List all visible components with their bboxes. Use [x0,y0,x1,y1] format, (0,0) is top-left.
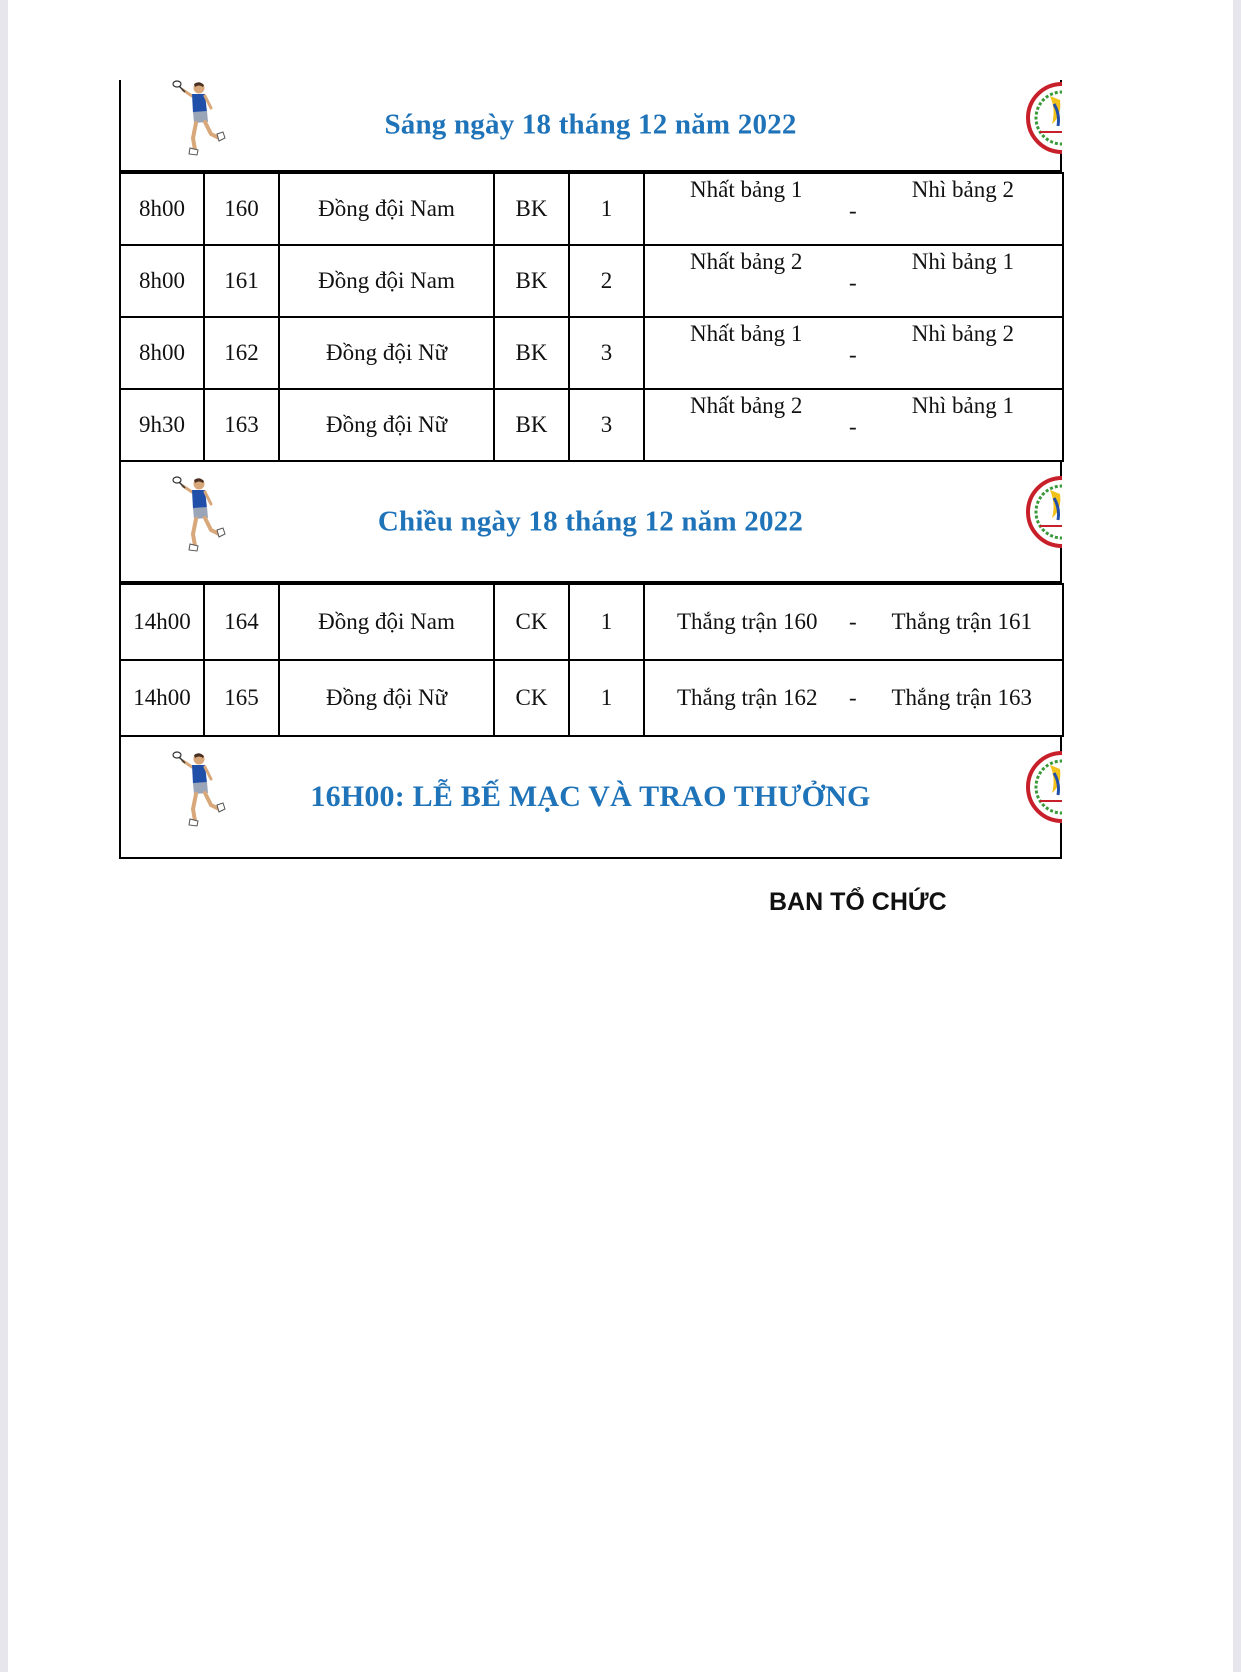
team-b: Nhì bảng 2 [911,321,1014,346]
match-pairing [644,389,1063,461]
match-event: Đồng đội Nam [279,173,494,245]
table-row [120,584,1063,660]
afternoon-banner [119,462,1062,583]
match-time: 14h00 [120,584,204,660]
team-a: Nhất bảng 2 [690,393,803,418]
match-time: 8h00 [120,317,204,389]
club-logo-icon [1016,80,1062,156]
closing-heading: 16H00: LỄ BẾ MẠC VÀ TRAO THƯỞNG [310,780,871,813]
closing-banner [119,737,1062,859]
match-court: 1 [569,584,644,660]
match-pairing [644,584,1063,660]
match-time: 9h30 [120,389,204,461]
team-b: Thắng trận 163 [891,685,1032,710]
match-pairing [644,245,1063,317]
team-a: Thắng trận 162 [677,685,818,710]
team-a: Nhất bảng 1 [690,177,803,202]
match-court: 1 [569,173,644,245]
document-page [8,0,1233,1672]
match-pairing [644,173,1063,245]
afternoon-heading: Chiều ngày 18 tháng 12 năm 2022 [377,505,804,537]
match-court: 1 [569,660,644,736]
match-round: BK [494,317,569,389]
match-time: 8h00 [120,173,204,245]
team-b: Thắng trận 161 [891,609,1032,634]
morning-banner [119,80,1062,172]
match-round: CK [494,660,569,736]
team-b: Nhì bảng 2 [911,177,1014,202]
team-b: Nhì bảng 1 [911,249,1014,274]
match-number: 162 [204,317,279,389]
morning-schedule-table [119,172,1064,462]
table-row [120,660,1063,736]
match-round: BK [494,389,569,461]
match-court: 3 [569,317,644,389]
match-number: 164 [204,584,279,660]
versus-separator: - [849,270,857,295]
versus-separator: - [849,609,857,634]
match-round: BK [494,245,569,317]
table-row [120,245,1063,317]
match-court: 3 [569,389,644,461]
afternoon-schedule-table [119,583,1064,737]
match-number: 165 [204,660,279,736]
schedule-sheet [119,80,1062,859]
morning-heading: Sáng ngày 18 tháng 12 năm 2022 [384,108,797,141]
table-row [120,317,1063,389]
match-round: CK [494,584,569,660]
match-court: 2 [569,245,644,317]
team-a: Nhất bảng 2 [690,249,803,274]
match-time: 14h00 [120,660,204,736]
match-event: Đồng đội Nữ [279,389,494,461]
match-event: Đồng đội Nam [279,245,494,317]
team-a: Nhất bảng 1 [690,321,803,346]
versus-separator: - [849,685,857,710]
match-number: 161 [204,245,279,317]
organizer-signature: BAN TỔ CHỨC [769,888,947,916]
versus-separator: - [849,342,857,367]
versus-separator: - [849,198,857,223]
match-round: BK [494,173,569,245]
match-pairing [644,660,1063,736]
match-time: 8h00 [120,245,204,317]
match-event: Đồng đội Nam [279,584,494,660]
table-row [120,389,1063,461]
match-event: Đồng đội Nữ [279,317,494,389]
club-logo-icon [1016,749,1062,825]
match-number: 163 [204,389,279,461]
table-row [120,173,1063,245]
match-event: Đồng đội Nữ [279,660,494,736]
club-logo-icon [1016,474,1062,550]
match-number: 160 [204,173,279,245]
team-b: Nhì bảng 1 [911,393,1014,418]
match-pairing [644,317,1063,389]
versus-separator: - [849,414,857,439]
team-a: Thắng trận 160 [677,609,818,634]
